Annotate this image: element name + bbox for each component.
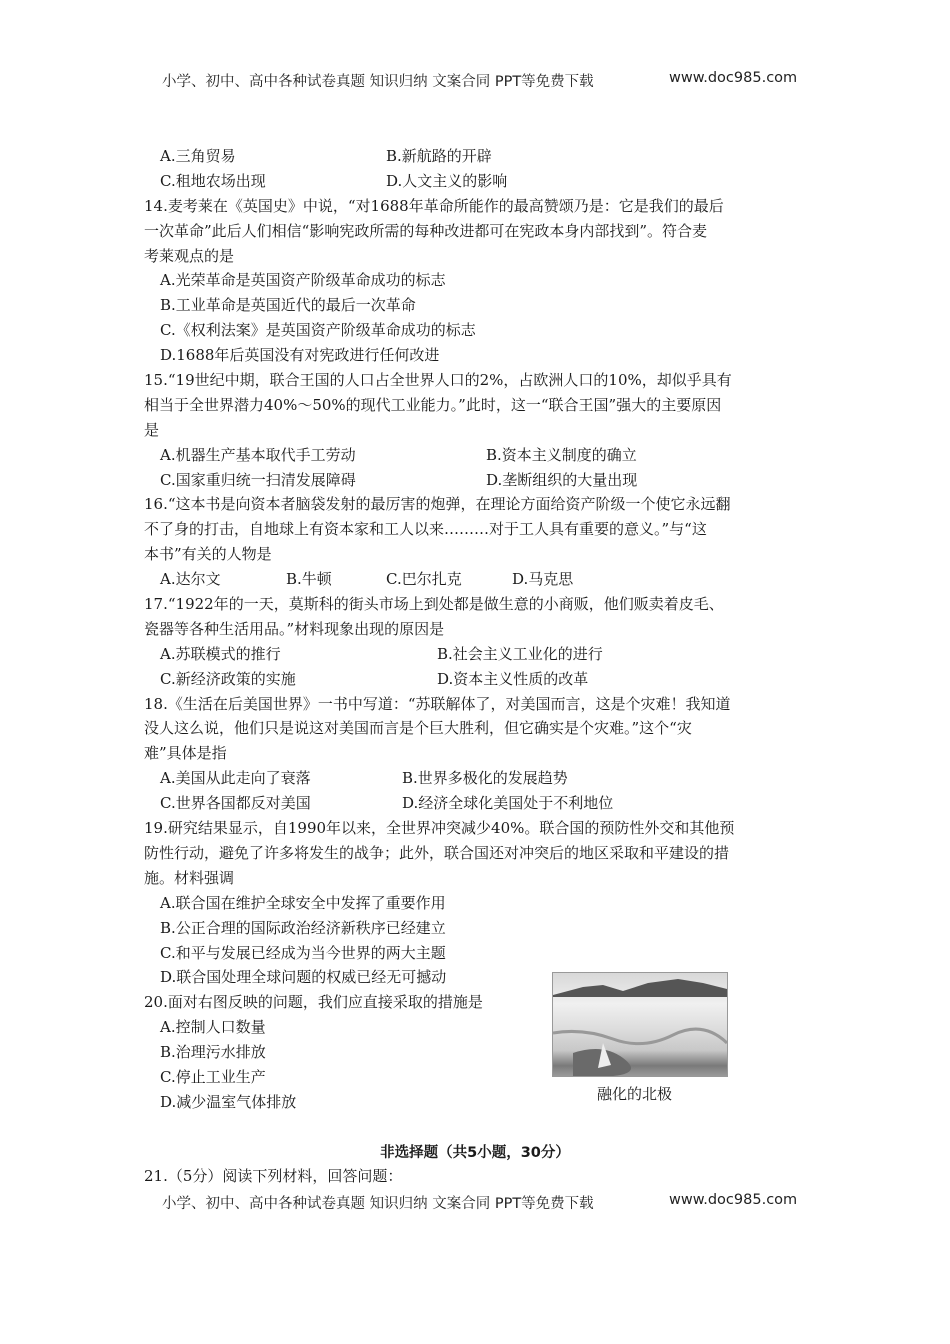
q16-stem: 16.“这本书是向资本者脑袋发射的最厉害的炮弹，在理论方面给资产阶级一个使它永远翻 [144,495,731,514]
q14-stem: 考莱观点的是 [144,246,235,265]
q15-options-row2 [144,468,824,493]
option-b: B.社会主义工业化的进行 [437,644,603,663]
q16-stem: 本书”有关的人物是 [144,545,272,564]
q19-stem: 施。材料强调 [144,868,235,887]
option-c: C.和平与发展已经成为当今世界的两大主题 [160,943,446,962]
option-a: A.联合国在维护全球安全中发挥了重要作用 [160,893,446,912]
option-c: C.世界各国都反对美国 [160,794,311,813]
option-c: C.国家重归统一扫清发展障碍 [160,470,356,489]
option-d: D.经济全球化美国处于不利地位 [402,794,614,813]
option-a: A.达尔文 [160,570,221,589]
q13-options-row2 [144,169,824,194]
melting-arctic-photo [552,972,728,1077]
option-a: A.机器生产基本取代手工劳动 [160,445,356,464]
option-d: D.减少温室气体排放 [160,1092,297,1111]
q17-options-row2 [144,667,824,692]
q18-stem: 难”具体是指 [144,744,227,763]
option-d: D.垄断组织的大量出现 [486,470,638,489]
q16-options [144,567,824,592]
option-d: D.联合国处理全球问题的权威已经无可撼动 [160,968,447,987]
q13-options-row1 [144,144,824,169]
header-url: www.doc985.com [669,70,798,86]
q17-options-row1 [144,642,824,667]
option-d: D.1688年后英国没有对宪政进行任何改进 [160,346,440,365]
option-c: C.新经济政策的实施 [160,669,296,688]
q14-stem: 14.麦考莱在《英国史》中说，“对1688年革命所能作的最高赞颂乃是：它是我们的最后 [144,196,724,215]
option-a: A.苏联模式的推行 [160,644,281,663]
option-c: C.租地农场出现 [160,171,266,190]
page-header [162,70,798,91]
q18-options-row1 [144,766,824,791]
q15-options-row1 [144,443,824,468]
q17-stem: 17.“1922年的一天，莫斯科的街头市场上到处都是做生意的小商贩，他们贩卖着皮毛、 [144,595,724,614]
q15-stem: 相当于全世界潜力40%～50%的现代工业能力。”此时，这一“联合王国”强大的主要原因 [144,395,722,414]
option-b: B.新航路的开辟 [386,147,492,165]
option-d: D.马克思 [512,570,574,589]
option-c: C.巴尔扎克 [386,570,462,589]
option-b: B.资本主义制度的确立 [486,445,637,464]
option-b: B.治理污水排放 [160,1043,266,1062]
question-body [144,144,824,1115]
q16-stem: 不了身的打击，自地球上有资本家和工人以来………对于工人具有重要的意义。”与“这 [144,520,707,539]
option-b: B.世界多极化的发展趋势 [402,769,568,788]
option-c: C.停止工业生产 [160,1067,266,1086]
option-b: B.牛顿 [286,570,332,589]
q15-stem: 15.“19世纪中期，联合王国的人口占全世界人口的2%，占欧洲人口的10%，却似乎具有 [144,371,732,390]
photo-caption: 融化的北极 [597,1085,673,1103]
arctic-image [553,973,727,1076]
page-footer [162,1192,798,1213]
q18-options-row2 [144,791,824,816]
q21-stem: 21.（5分）阅读下列材料，回答问题： [144,1167,403,1185]
option-a: A.控制人口数量 [160,1018,266,1037]
option-a: A.三角贸易 [160,147,236,165]
q14-stem: 一次革命”此后人们相信“影响宪政所需的每种改进都可在宪政本身内部找到”。符合麦 [144,221,708,240]
option-d: D.人文主义的影响 [386,171,508,190]
footer-url: www.doc985.com [669,1192,798,1208]
option-a: A.美国从此走向了衰落 [160,769,311,788]
q20-stem: 20.面对右图反映的问题，我们应直接采取的措施是 [144,993,483,1012]
q18-stem: 18.《生活在后美国世界》一书中写道：“苏联解体了，对美国而言，这是个灾难！我知道 [144,694,731,713]
q19-stem: 19.研究结果显示，自1990年以来，全世界冲突减少40%。联合国的预防性外交和其他预 [144,819,735,838]
option-b: B.工业革命是英国近代的最后一次革命 [160,296,416,315]
option-b: B.公正合理的国际政治经济新秩序已经建立 [160,918,446,937]
footer-text: 小学、初中、高中各种试卷真题 知识归纳 文案合同 PPT等免费下载 [162,1196,594,1212]
option-d: D.资本主义性质的改革 [437,669,589,688]
q18-stem: 没人这么说，他们只是说这对美国而言是个巨大胜利，但它确实是个灾难。”这个“灾 [144,719,692,738]
option-a: A.光荣革命是英国资产阶级革命成功的标志 [160,271,446,290]
option-c: C.《权利法案》是英国资产阶级革命成功的标志 [160,321,476,340]
q19-stem: 防性行动，避免了许多将发生的战争；此外，联合国还对冲突后的地区采取和平建设的措 [144,843,730,862]
q17-stem: 瓷器等各种生活用品。”材料现象出现的原因是 [144,619,445,638]
header-text: 小学、初中、高中各种试卷真题 知识归纳 文案合同 PPT等免费下载 [162,74,594,90]
q15-stem: 是 [144,420,160,439]
section-heading: 非选择题（共5小题，30分） [380,1145,570,1161]
